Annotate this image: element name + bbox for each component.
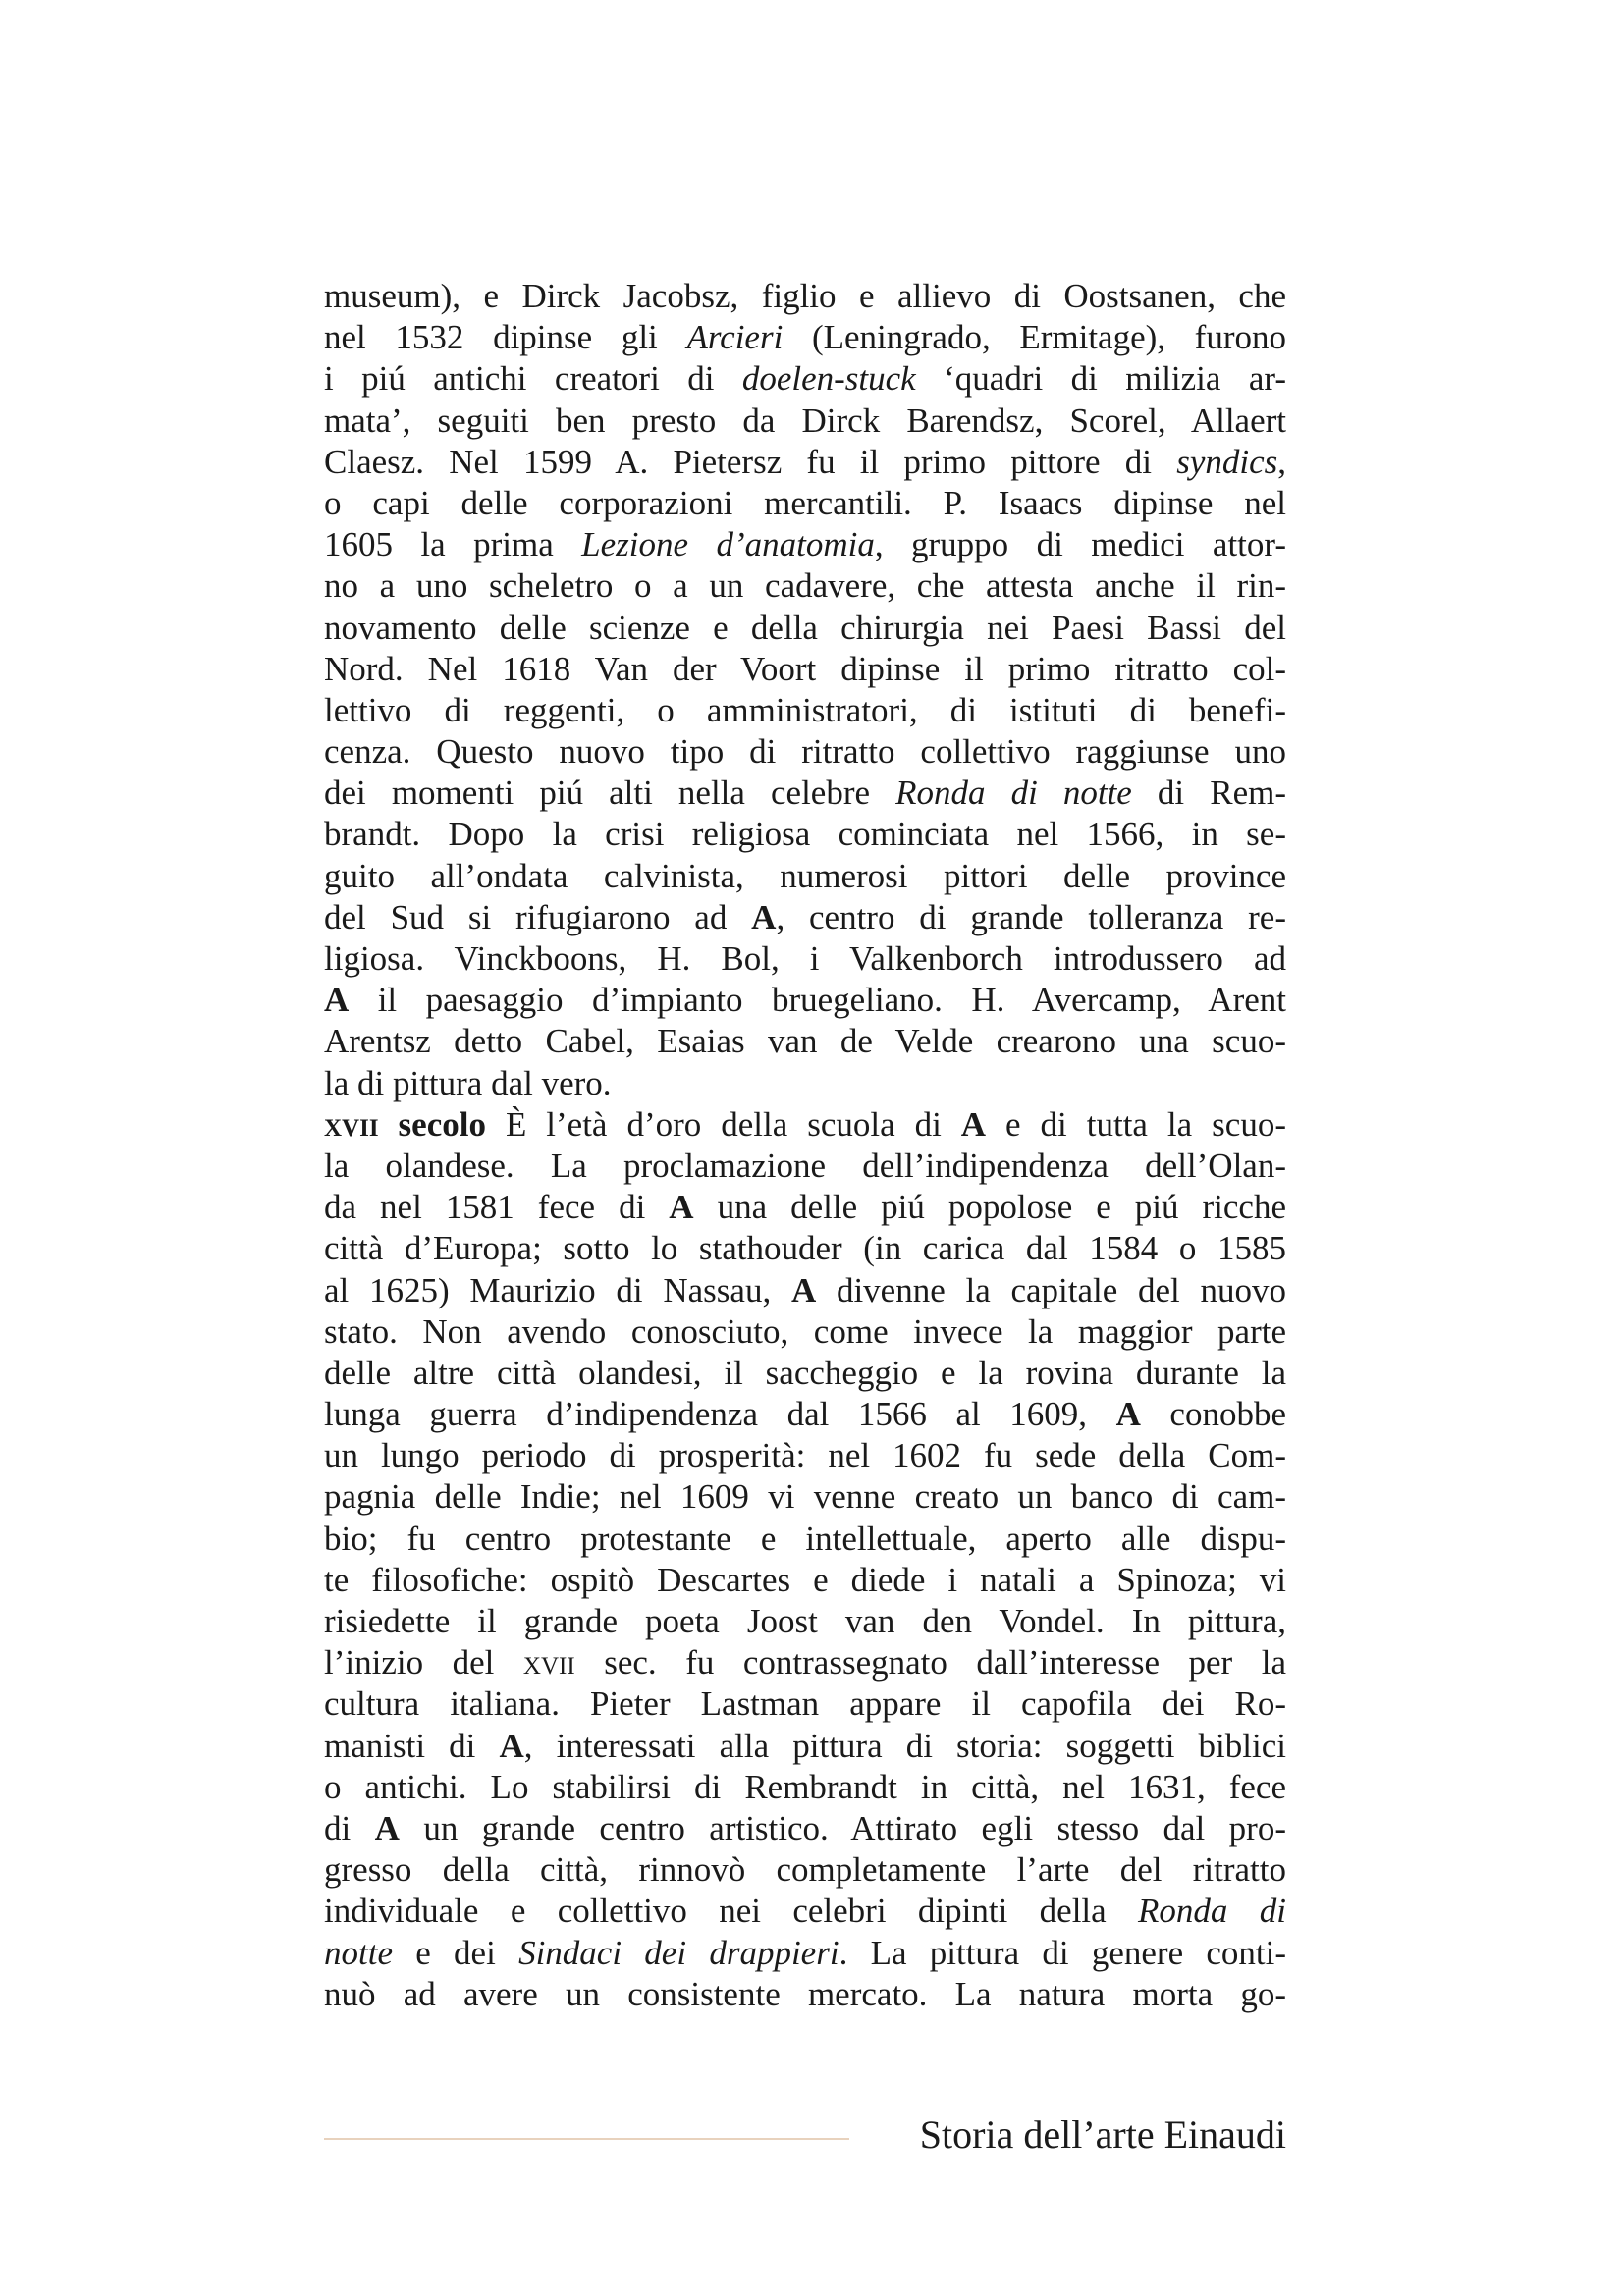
text-run: al 1625) Maurizio di Nassau, <box>324 1270 791 1309</box>
text-line <box>324 980 1286 1021</box>
text-line <box>324 1228 1286 1269</box>
text-run: da nel 1581 fece di <box>324 1188 670 1227</box>
text-run: Nord. Nel 1618 Van der Voort dipinse il primo ritratto col- <box>324 649 1286 688</box>
text-line <box>324 442 1286 483</box>
text-run: di Rem- <box>1131 774 1286 813</box>
text-run: di <box>324 1808 375 1847</box>
text-run: Claesz. Nel 1599 A. Pietersz fu il primo pittore di <box>324 442 1177 481</box>
text-run: bio; fu centro protestante e intellettuale, aperto alle dispu- <box>324 1519 1286 1558</box>
text-run: mata’, seguiti ben presto da Dirck Barendsz, Scorel, Allaert <box>324 400 1286 440</box>
text-run: delle altre città olandesi, il saccheggio e la rovina durante la <box>324 1353 1286 1392</box>
text-run: un grande centro artistico. Attirato egli stesso dal pro- <box>399 1808 1286 1847</box>
text-run: divenne la capitale del nuovo <box>816 1270 1286 1309</box>
text-run: sec. fu contrassegnato dall’interesse per la <box>574 1643 1286 1682</box>
text-line <box>324 608 1286 649</box>
text-line <box>324 1726 1286 1767</box>
text-line <box>324 731 1286 773</box>
body-text <box>324 276 1286 2015</box>
text-run: o capi delle corporazioni mercantili. P. Isaacs dipinse nel <box>324 483 1286 522</box>
text-run: museum), e Dirck Jacobsz, figlio e allievo di Oostsanen, che <box>324 277 1286 315</box>
text-line <box>324 1560 1286 1601</box>
text-line <box>324 814 1286 855</box>
text-line <box>324 1849 1286 1891</box>
text-run: cenza. Questo nuovo tipo di ritratto collettivo raggiunse uno <box>324 732 1286 772</box>
text-run: guito all’ondata calvinista, numerosi pittori delle province <box>324 856 1286 895</box>
text-run: A <box>960 1104 987 1144</box>
text-line <box>324 1642 1286 1683</box>
text-run: stato. Non avendo conosciuto, come invece la maggior parte <box>324 1311 1286 1351</box>
text-line <box>324 1311 1286 1353</box>
text-line <box>324 773 1286 814</box>
text-run: syndics <box>1176 442 1278 481</box>
text-run: nel 1532 dipinse gli <box>324 318 687 357</box>
text-run: . La pittura di genere conti- <box>839 1933 1287 1972</box>
text-run: , centro di grande tolleranza re- <box>776 897 1286 936</box>
text-line <box>324 1767 1286 1808</box>
text-run: A <box>374 1808 400 1847</box>
footer-rule <box>324 2138 849 2140</box>
text-run: , <box>1277 442 1286 481</box>
text-run: e dei <box>392 1933 519 1972</box>
text-line <box>324 1435 1286 1476</box>
text-run: xvii <box>522 1643 575 1682</box>
text-line <box>324 1146 1286 1187</box>
text-run: A <box>324 981 350 1020</box>
text-line <box>324 1476 1286 1518</box>
text-line <box>324 1104 1286 1146</box>
text-line <box>324 1974 1286 2015</box>
text-run: Arentsz detto Cabel, Esaias van de Velde crearono una scuo- <box>324 1022 1286 1061</box>
text-run: la olandese. La proclamazione dell’indipendenza dell’Olan- <box>324 1146 1286 1185</box>
text-run: gresso della città, rinnovò completamente l’arte del ritratto <box>324 1850 1286 1890</box>
text-run: lettivo di reggenti, o amministratori, di istituti di benefi- <box>324 690 1286 729</box>
text-line <box>324 1394 1286 1435</box>
footer-title: Storia dell’arte Einaudi <box>919 2112 1286 2157</box>
text-run: A <box>1115 1395 1141 1434</box>
text-run: A <box>499 1726 524 1765</box>
text-run: Ronda di <box>1138 1892 1287 1931</box>
text-line <box>324 358 1286 400</box>
text-line <box>324 1519 1286 1560</box>
text-run: , gruppo di medici attor- <box>874 525 1287 564</box>
text-line <box>324 649 1286 690</box>
text-run: notte <box>324 1933 393 1972</box>
text-run: no a uno scheletro o a un cadavere, che attesta anche il rin- <box>324 566 1286 606</box>
text-run: novamento delle scienze e della chirurgia nei Paesi Bassi del <box>324 608 1286 647</box>
text-line <box>324 1891 1286 1932</box>
text-run: un lungo periodo di prosperità: nel 1602 fu sede della Com- <box>324 1436 1286 1475</box>
text-run: il paesaggio d’impianto bruegeliano. H. Avercamp, Arent <box>349 981 1286 1020</box>
text-line <box>324 1601 1286 1642</box>
text-run: o antichi. Lo stabilirsi di Rembrandt in città, nel 1631, fece <box>324 1767 1286 1806</box>
text-line <box>324 1808 1286 1849</box>
text-line <box>324 1933 1286 1974</box>
text-line <box>324 317 1286 358</box>
text-run: la di pittura dal vero. <box>324 1063 612 1102</box>
text-line <box>324 856 1286 897</box>
text-run: doelen-stuck <box>741 359 916 399</box>
text-run: te filosofiche: ospitò Descartes e diede i natali a Spinoza; vi <box>324 1560 1286 1599</box>
text-run: una delle piú popolose e piú ricche <box>693 1188 1286 1227</box>
text-run: ligiosa. Vinckboons, H. Bol, i Valkenborch introdussero ad <box>324 939 1286 978</box>
text-run: nuò ad avere un consistente mercato. La natura morta go- <box>324 1974 1286 2013</box>
text-run: A <box>669 1188 694 1227</box>
text-line <box>324 565 1286 607</box>
text-run: ‘quadri di milizia ar- <box>915 359 1286 399</box>
text-run: risiedette il grande poeta Joost van den Vondel. In pittura, <box>324 1602 1286 1640</box>
text-run: brandt. Dopo la crisi religiosa cominciata nel 1566, in se- <box>324 815 1286 854</box>
text-run: È l’età d’oro della scuola di <box>485 1104 961 1144</box>
text-run: individuale e collettivo nei celebri dipinti della <box>324 1892 1139 1931</box>
text-line <box>324 400 1286 442</box>
text-run: , interessati alla pittura di storia: soggetti biblici <box>523 1726 1286 1765</box>
text-run: Arcieri <box>686 318 784 357</box>
text-run: manisti di <box>324 1726 500 1765</box>
text-line <box>324 1063 1286 1104</box>
text-run: cultura italiana. Pieter Lastman appare il capofila dei Ro- <box>324 1684 1286 1724</box>
text-run: (Leningrado, Ermitage), furono <box>783 318 1286 357</box>
text-run: secolo <box>378 1104 486 1144</box>
text-line <box>324 938 1286 980</box>
text-run: A <box>751 897 777 936</box>
text-line <box>324 276 1286 317</box>
text-run: dei momenti piú alti nella celebre <box>324 774 896 813</box>
text-line <box>324 1683 1286 1725</box>
text-line <box>324 1270 1286 1311</box>
text-line <box>324 483 1286 524</box>
text-run: Sindaci dei drappieri <box>518 1933 839 1972</box>
text-run: Lezione d’anatomia <box>581 525 875 564</box>
text-run: Ronda di notte <box>895 774 1132 813</box>
text-run: città d’Europa; sotto lo stathouder (in carica dal 1584 o 1585 <box>324 1229 1286 1268</box>
text-run: A <box>790 1270 817 1309</box>
text-run: xvii <box>324 1104 379 1144</box>
text-run: i piú antichi creatori di <box>324 359 742 399</box>
text-line <box>324 1021 1286 1062</box>
text-line <box>324 524 1286 565</box>
text-run: pagnia delle Indie; nel 1609 vi venne creato un banco di cam- <box>324 1477 1286 1517</box>
text-run: l’inizio del <box>324 1643 523 1682</box>
text-run: lunga guerra d’indipendenza dal 1566 al 1609, <box>324 1395 1116 1434</box>
text-run: del Sud si rifugiarono ad <box>324 897 752 936</box>
text-run: e di tutta la scuo- <box>986 1104 1286 1144</box>
text-run: 1605 la prima <box>324 525 582 564</box>
text-line <box>324 690 1286 731</box>
text-line <box>324 1353 1286 1394</box>
text-run: conobbe <box>1140 1395 1286 1434</box>
text-line <box>324 897 1286 938</box>
text-line <box>324 1187 1286 1228</box>
